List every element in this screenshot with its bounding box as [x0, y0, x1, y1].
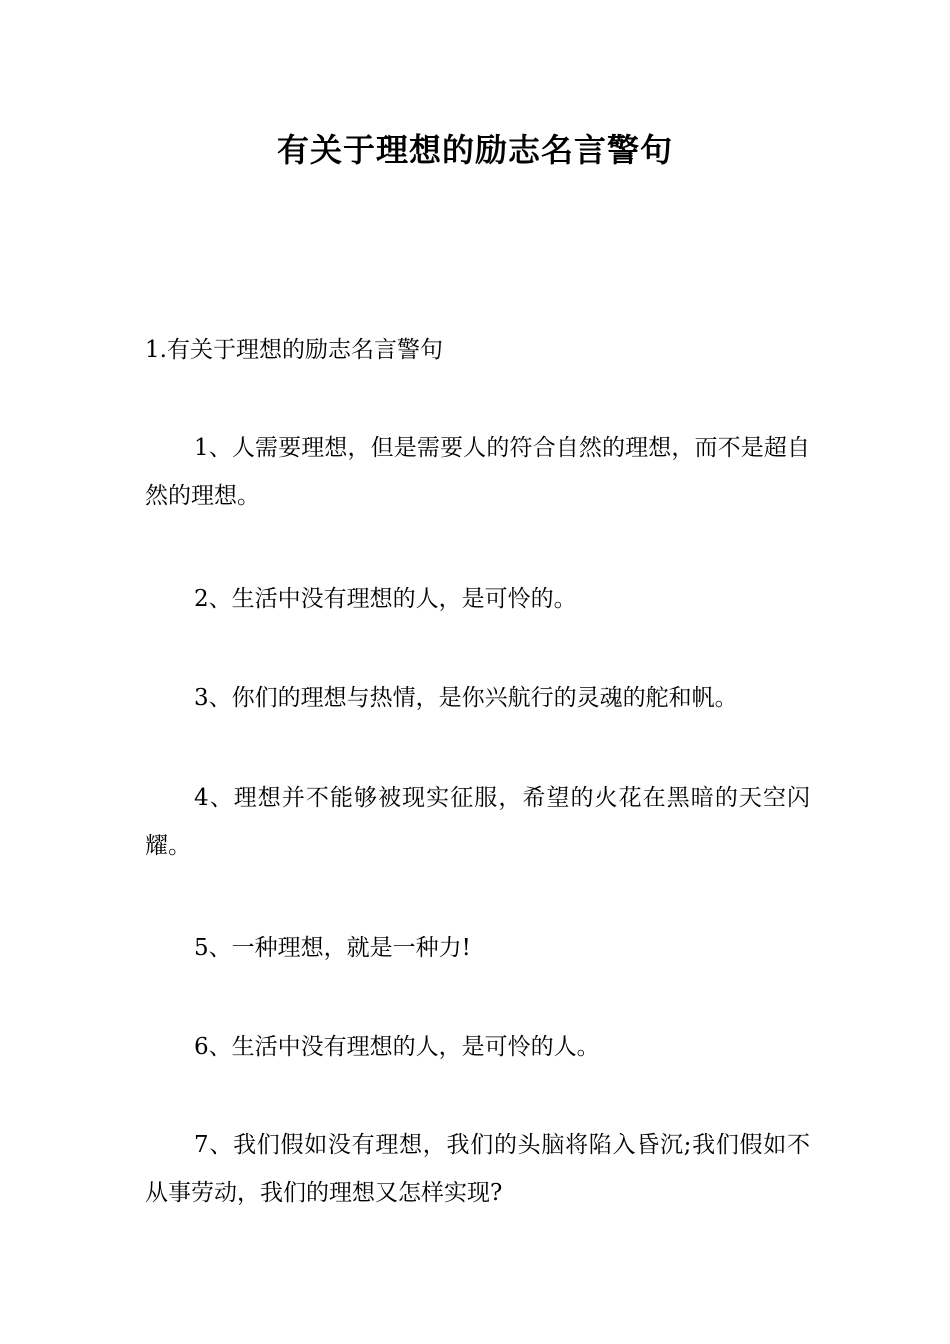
quote-item-6: 6、生活中没有理想的人，是可怜的人。: [194, 1034, 600, 1060]
quote-item-4: 4、理想并不能够被现实征服，希望的火花在黑暗的天空闪耀。: [145, 785, 810, 859]
quote-item-5: 5、一种理想，就是一种力!: [194, 935, 471, 961]
section-heading: 1.有关于理想的励志名言警句: [145, 337, 443, 363]
quote-item-3: 3、你们的理想与热情，是你兴航行的灵魂的舵和帆。: [194, 685, 738, 711]
quote-item-1: 1、人需要理想，但是需要人的符合自然的理想，而不是超自然的理想。: [145, 435, 810, 509]
quote-item-2: 2、生活中没有理想的人，是可怜的。: [194, 586, 577, 612]
quote-item-7: 7、我们假如没有理想，我们的头脑将陷入昏沉;我们假如不从事劳动，我们的理想又怎样实现?: [145, 1132, 810, 1206]
document-title: 有关于理想的励志名言警句: [276, 131, 673, 169]
